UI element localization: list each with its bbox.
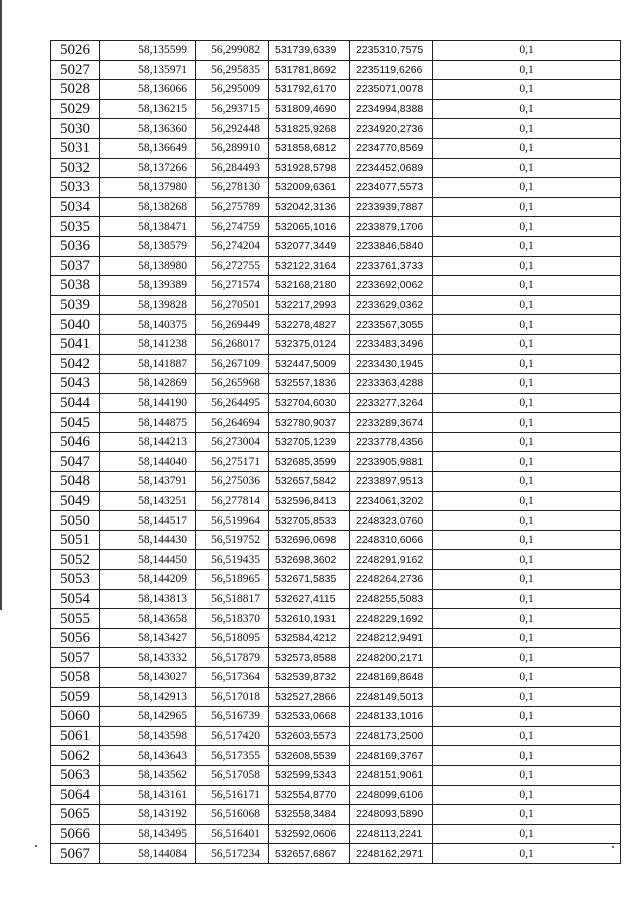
y-coordinate-cell: 2233363,4288 (350, 374, 433, 394)
y-coordinate-cell: 2233277,3264 (350, 393, 433, 413)
y-coordinate-cell: 2248291,9162 (350, 550, 433, 570)
y-coordinate-cell: 2233567,3055 (350, 315, 433, 335)
longitude-cell: 56,517234 (196, 844, 269, 864)
x-coordinate-cell: 532603,5573 (269, 726, 350, 746)
y-coordinate-cell: 2233629,0362 (350, 295, 433, 315)
x-coordinate-cell: 532780,9037 (269, 413, 350, 433)
longitude-cell: 56,284493 (196, 158, 269, 178)
latitude-cell: 58,139828 (100, 295, 196, 315)
x-coordinate-cell: 532685,3599 (269, 452, 350, 472)
latitude-cell: 58,144430 (100, 530, 196, 550)
point-number: 5047 (51, 452, 100, 472)
x-coordinate-cell: 532009,6361 (269, 178, 350, 198)
accuracy-cell: 0,1 (433, 609, 621, 629)
y-coordinate-cell: 2234077,5573 (350, 178, 433, 198)
y-coordinate-cell: 2248169,8648 (350, 668, 433, 688)
point-number: 5044 (51, 393, 100, 413)
table-row (51, 217, 621, 237)
x-coordinate-cell: 532596,8413 (269, 491, 350, 511)
table-row (51, 315, 621, 335)
accuracy-cell: 0,1 (433, 60, 621, 80)
longitude-cell: 56,267109 (196, 354, 269, 374)
longitude-cell: 56,264694 (196, 413, 269, 433)
x-coordinate-cell: 532705,1239 (269, 432, 350, 452)
table-row (51, 354, 621, 374)
point-number: 5063 (51, 765, 100, 785)
table-row (51, 99, 621, 119)
longitude-cell: 56,274759 (196, 217, 269, 237)
latitude-cell: 58,144213 (100, 432, 196, 452)
x-coordinate-cell: 532554,8770 (269, 785, 350, 805)
latitude-cell: 58,138471 (100, 217, 196, 237)
accuracy-cell: 0,1 (433, 765, 621, 785)
longitude-cell: 56,277814 (196, 491, 269, 511)
point-number: 5055 (51, 609, 100, 629)
point-number: 5060 (51, 707, 100, 727)
table-row (51, 374, 621, 394)
table-row (51, 628, 621, 648)
x-coordinate-cell: 531825,9268 (269, 119, 350, 139)
point-number: 5037 (51, 256, 100, 276)
latitude-cell: 58,143427 (100, 628, 196, 648)
x-coordinate-cell: 531792,6170 (269, 80, 350, 100)
y-coordinate-cell: 2248113,2241 (350, 824, 433, 844)
longitude-cell: 56,270501 (196, 295, 269, 315)
longitude-cell: 56,518370 (196, 609, 269, 629)
longitude-cell: 56,272755 (196, 256, 269, 276)
point-number: 5029 (51, 99, 100, 119)
longitude-cell: 56,292448 (196, 119, 269, 139)
longitude-cell: 56,289910 (196, 138, 269, 158)
latitude-cell: 58,143598 (100, 726, 196, 746)
x-coordinate-cell: 532557,1836 (269, 374, 350, 394)
accuracy-cell: 0,1 (433, 413, 621, 433)
accuracy-cell: 0,1 (433, 236, 621, 256)
latitude-cell: 58,141887 (100, 354, 196, 374)
table-row (51, 765, 621, 785)
table-row (51, 648, 621, 668)
longitude-cell: 56,517355 (196, 746, 269, 766)
latitude-cell: 58,136360 (100, 119, 196, 139)
longitude-cell: 56,516401 (196, 824, 269, 844)
longitude-cell: 56,517879 (196, 648, 269, 668)
point-number: 5065 (51, 805, 100, 825)
accuracy-cell: 0,1 (433, 432, 621, 452)
x-coordinate-cell: 532375,0124 (269, 334, 350, 354)
x-coordinate-cell: 532592,0606 (269, 824, 350, 844)
y-coordinate-cell: 2233289,3674 (350, 413, 433, 433)
point-number: 5032 (51, 158, 100, 178)
x-coordinate-cell: 532657,6867 (269, 844, 350, 864)
y-coordinate-cell: 2233897,9513 (350, 472, 433, 492)
longitude-cell: 56,275036 (196, 472, 269, 492)
accuracy-cell: 0,1 (433, 511, 621, 531)
point-number: 5056 (51, 628, 100, 648)
scan-speck (35, 845, 37, 847)
accuracy-cell: 0,1 (433, 628, 621, 648)
accuracy-cell: 0,1 (433, 374, 621, 394)
longitude-cell: 56,517058 (196, 765, 269, 785)
accuracy-cell: 0,1 (433, 570, 621, 590)
point-number: 5026 (51, 41, 100, 61)
y-coordinate-cell: 2233846,5840 (350, 236, 433, 256)
point-number: 5059 (51, 687, 100, 707)
latitude-cell: 58,143027 (100, 668, 196, 688)
y-coordinate-cell: 2233692,0062 (350, 276, 433, 296)
table-row (51, 178, 621, 198)
longitude-cell: 56,275789 (196, 197, 269, 217)
longitude-cell: 56,265968 (196, 374, 269, 394)
latitude-cell: 58,143251 (100, 491, 196, 511)
accuracy-cell: 0,1 (433, 707, 621, 727)
point-number: 5030 (51, 119, 100, 139)
latitude-cell: 58,144190 (100, 393, 196, 413)
table-row (51, 393, 621, 413)
x-coordinate-cell: 532527,2866 (269, 687, 350, 707)
x-coordinate-cell: 532599,5343 (269, 765, 350, 785)
table-row (51, 824, 621, 844)
y-coordinate-cell: 2233761,3733 (350, 256, 433, 276)
longitude-cell: 56,274204 (196, 236, 269, 256)
longitude-cell: 56,273004 (196, 432, 269, 452)
longitude-cell: 56,268017 (196, 334, 269, 354)
latitude-cell: 58,135971 (100, 60, 196, 80)
accuracy-cell: 0,1 (433, 472, 621, 492)
accuracy-cell: 0,1 (433, 844, 621, 864)
x-coordinate-cell: 532698,3602 (269, 550, 350, 570)
latitude-cell: 58,136649 (100, 138, 196, 158)
accuracy-cell: 0,1 (433, 491, 621, 511)
accuracy-cell: 0,1 (433, 589, 621, 609)
accuracy-cell: 0,1 (433, 726, 621, 746)
table-row (51, 158, 621, 178)
table-row (51, 334, 621, 354)
x-coordinate-cell: 532217,2993 (269, 295, 350, 315)
longitude-cell: 56,518965 (196, 570, 269, 590)
longitude-cell: 56,293715 (196, 99, 269, 119)
latitude-cell: 58,141238 (100, 334, 196, 354)
point-number: 5052 (51, 550, 100, 570)
accuracy-cell: 0,1 (433, 530, 621, 550)
point-number: 5034 (51, 197, 100, 217)
latitude-cell: 58,144084 (100, 844, 196, 864)
accuracy-cell: 0,1 (433, 824, 621, 844)
point-number: 5050 (51, 511, 100, 531)
table-row (51, 491, 621, 511)
accuracy-cell: 0,1 (433, 295, 621, 315)
accuracy-cell: 0,1 (433, 805, 621, 825)
point-number: 5031 (51, 138, 100, 158)
accuracy-cell: 0,1 (433, 178, 621, 198)
table-row (51, 256, 621, 276)
table-row (51, 413, 621, 433)
latitude-cell: 58,142965 (100, 707, 196, 727)
latitude-cell: 58,138268 (100, 197, 196, 217)
table-body (51, 41, 621, 864)
latitude-cell: 58,140375 (100, 315, 196, 335)
longitude-cell: 56,519752 (196, 530, 269, 550)
point-number: 5040 (51, 315, 100, 335)
y-coordinate-cell: 2248133,1016 (350, 707, 433, 727)
x-coordinate-cell: 532657,5842 (269, 472, 350, 492)
latitude-cell: 58,138579 (100, 236, 196, 256)
accuracy-cell: 0,1 (433, 99, 621, 119)
y-coordinate-cell: 2248099,6106 (350, 785, 433, 805)
latitude-cell: 58,143192 (100, 805, 196, 825)
table-row (51, 236, 621, 256)
latitude-cell: 58,143658 (100, 609, 196, 629)
accuracy-cell: 0,1 (433, 354, 621, 374)
x-coordinate-cell: 532122,3164 (269, 256, 350, 276)
table-row (51, 197, 621, 217)
x-coordinate-cell: 532168,2180 (269, 276, 350, 296)
coordinates-table (50, 40, 621, 864)
table-row (51, 844, 621, 864)
y-coordinate-cell: 2248212,9491 (350, 628, 433, 648)
point-number: 5046 (51, 432, 100, 452)
longitude-cell: 56,517420 (196, 726, 269, 746)
point-number: 5036 (51, 236, 100, 256)
x-coordinate-cell: 532065,1016 (269, 217, 350, 237)
y-coordinate-cell: 2234770,8569 (350, 138, 433, 158)
table-row (51, 276, 621, 296)
longitude-cell: 56,518817 (196, 589, 269, 609)
point-number: 5054 (51, 589, 100, 609)
point-number: 5045 (51, 413, 100, 433)
x-coordinate-cell: 532705,8533 (269, 511, 350, 531)
y-coordinate-cell: 2248169,3767 (350, 746, 433, 766)
accuracy-cell: 0,1 (433, 256, 621, 276)
point-number: 5043 (51, 374, 100, 394)
point-number: 5049 (51, 491, 100, 511)
accuracy-cell: 0,1 (433, 41, 621, 61)
y-coordinate-cell: 2233778,4356 (350, 432, 433, 452)
accuracy-cell: 0,1 (433, 334, 621, 354)
y-coordinate-cell: 2233483,3496 (350, 334, 433, 354)
table-row (51, 530, 621, 550)
y-coordinate-cell: 2248264,2736 (350, 570, 433, 590)
longitude-cell: 56,264495 (196, 393, 269, 413)
point-number: 5048 (51, 472, 100, 492)
scan-speck (612, 846, 614, 848)
accuracy-cell: 0,1 (433, 119, 621, 139)
x-coordinate-cell: 531809,4690 (269, 99, 350, 119)
x-coordinate-cell: 532533,0668 (269, 707, 350, 727)
x-coordinate-cell: 532278,4827 (269, 315, 350, 335)
x-coordinate-cell: 531781,8692 (269, 60, 350, 80)
point-number: 5038 (51, 276, 100, 296)
point-number: 5041 (51, 334, 100, 354)
point-number: 5027 (51, 60, 100, 80)
longitude-cell: 56,271574 (196, 276, 269, 296)
x-coordinate-cell: 531928,5798 (269, 158, 350, 178)
y-coordinate-cell: 2233879,1706 (350, 217, 433, 237)
longitude-cell: 56,299082 (196, 41, 269, 61)
point-number: 5042 (51, 354, 100, 374)
x-coordinate-cell: 531739,6339 (269, 41, 350, 61)
y-coordinate-cell: 2235119,6266 (350, 60, 433, 80)
latitude-cell: 58,139389 (100, 276, 196, 296)
page-left-edge (0, 0, 2, 610)
accuracy-cell: 0,1 (433, 276, 621, 296)
latitude-cell: 58,143161 (100, 785, 196, 805)
x-coordinate-cell: 532671,5835 (269, 570, 350, 590)
y-coordinate-cell: 2233939,7887 (350, 197, 433, 217)
latitude-cell: 58,142869 (100, 374, 196, 394)
latitude-cell: 58,143495 (100, 824, 196, 844)
x-coordinate-cell: 531858,6812 (269, 138, 350, 158)
table-row (51, 707, 621, 727)
x-coordinate-cell: 532584,4212 (269, 628, 350, 648)
table-row (51, 432, 621, 452)
table-row (51, 668, 621, 688)
longitude-cell: 56,295009 (196, 80, 269, 100)
latitude-cell: 58,136215 (100, 99, 196, 119)
latitude-cell: 58,143813 (100, 589, 196, 609)
point-number: 5033 (51, 178, 100, 198)
y-coordinate-cell: 2234061,3202 (350, 491, 433, 511)
x-coordinate-cell: 532558,3484 (269, 805, 350, 825)
latitude-cell: 58,143791 (100, 472, 196, 492)
accuracy-cell: 0,1 (433, 648, 621, 668)
y-coordinate-cell: 2248149,5013 (350, 687, 433, 707)
longitude-cell: 56,516068 (196, 805, 269, 825)
point-number: 5028 (51, 80, 100, 100)
table-row (51, 805, 621, 825)
latitude-cell: 58,136066 (100, 80, 196, 100)
y-coordinate-cell: 2233905,9881 (350, 452, 433, 472)
table-row (51, 138, 621, 158)
y-coordinate-cell: 2248229,1692 (350, 609, 433, 629)
accuracy-cell: 0,1 (433, 393, 621, 413)
x-coordinate-cell: 532608,5539 (269, 746, 350, 766)
x-coordinate-cell: 532447,5009 (269, 354, 350, 374)
longitude-cell: 56,517018 (196, 687, 269, 707)
point-number: 5053 (51, 570, 100, 590)
point-number: 5058 (51, 668, 100, 688)
longitude-cell: 56,278130 (196, 178, 269, 198)
table-row (51, 295, 621, 315)
table-row (51, 452, 621, 472)
accuracy-cell: 0,1 (433, 80, 621, 100)
point-number: 5066 (51, 824, 100, 844)
y-coordinate-cell: 2248200,2171 (350, 648, 433, 668)
point-number: 5035 (51, 217, 100, 237)
x-coordinate-cell: 532042,3136 (269, 197, 350, 217)
point-number: 5067 (51, 844, 100, 864)
point-number: 5062 (51, 746, 100, 766)
y-coordinate-cell: 2234994,8388 (350, 99, 433, 119)
point-number: 5064 (51, 785, 100, 805)
table-row (51, 550, 621, 570)
latitude-cell: 58,143332 (100, 648, 196, 668)
table-row (51, 785, 621, 805)
table-row (51, 41, 621, 61)
table-row (51, 609, 621, 629)
longitude-cell: 56,518095 (196, 628, 269, 648)
longitude-cell: 56,519964 (196, 511, 269, 531)
y-coordinate-cell: 2248151,9061 (350, 765, 433, 785)
accuracy-cell: 0,1 (433, 197, 621, 217)
y-coordinate-cell: 2248323,0760 (350, 511, 433, 531)
longitude-cell: 56,295835 (196, 60, 269, 80)
point-number: 5061 (51, 726, 100, 746)
y-coordinate-cell: 2248162,2971 (350, 844, 433, 864)
latitude-cell: 58,143562 (100, 765, 196, 785)
latitude-cell: 58,138980 (100, 256, 196, 276)
table-row (51, 60, 621, 80)
y-coordinate-cell: 2235071,0078 (350, 80, 433, 100)
latitude-cell: 58,144517 (100, 511, 196, 531)
y-coordinate-cell: 2248093,5890 (350, 805, 433, 825)
latitude-cell: 58,144209 (100, 570, 196, 590)
accuracy-cell: 0,1 (433, 746, 621, 766)
latitude-cell: 58,137266 (100, 158, 196, 178)
table-row (51, 119, 621, 139)
x-coordinate-cell: 532627,4115 (269, 589, 350, 609)
x-coordinate-cell: 532696,0698 (269, 530, 350, 550)
point-number: 5039 (51, 295, 100, 315)
longitude-cell: 56,516739 (196, 707, 269, 727)
x-coordinate-cell: 532077,3449 (269, 236, 350, 256)
table-row (51, 570, 621, 590)
point-number: 5057 (51, 648, 100, 668)
y-coordinate-cell: 2235310,7575 (350, 41, 433, 61)
accuracy-cell: 0,1 (433, 687, 621, 707)
latitude-cell: 58,142913 (100, 687, 196, 707)
table-row (51, 472, 621, 492)
accuracy-cell: 0,1 (433, 138, 621, 158)
y-coordinate-cell: 2248310,6066 (350, 530, 433, 550)
accuracy-cell: 0,1 (433, 550, 621, 570)
table-row (51, 80, 621, 100)
longitude-cell: 56,519435 (196, 550, 269, 570)
y-coordinate-cell: 2248255,5083 (350, 589, 433, 609)
point-number: 5051 (51, 530, 100, 550)
accuracy-cell: 0,1 (433, 315, 621, 335)
longitude-cell: 56,517364 (196, 668, 269, 688)
accuracy-cell: 0,1 (433, 452, 621, 472)
latitude-cell: 58,135599 (100, 41, 196, 61)
accuracy-cell: 0,1 (433, 158, 621, 178)
x-coordinate-cell: 532610,1931 (269, 609, 350, 629)
latitude-cell: 58,144875 (100, 413, 196, 433)
latitude-cell: 58,137980 (100, 178, 196, 198)
latitude-cell: 58,143643 (100, 746, 196, 766)
latitude-cell: 58,144450 (100, 550, 196, 570)
accuracy-cell: 0,1 (433, 785, 621, 805)
y-coordinate-cell: 2234452,0689 (350, 158, 433, 178)
table-row (51, 589, 621, 609)
longitude-cell: 56,275171 (196, 452, 269, 472)
y-coordinate-cell: 2248173,2500 (350, 726, 433, 746)
x-coordinate-cell: 532573,8588 (269, 648, 350, 668)
latitude-cell: 58,144040 (100, 452, 196, 472)
longitude-cell: 56,516171 (196, 785, 269, 805)
x-coordinate-cell: 532704,6030 (269, 393, 350, 413)
table-row (51, 687, 621, 707)
y-coordinate-cell: 2233430,1945 (350, 354, 433, 374)
accuracy-cell: 0,1 (433, 217, 621, 237)
table-row (51, 726, 621, 746)
x-coordinate-cell: 532539,8732 (269, 668, 350, 688)
y-coordinate-cell: 2234920,2736 (350, 119, 433, 139)
longitude-cell: 56,269449 (196, 315, 269, 335)
accuracy-cell: 0,1 (433, 668, 621, 688)
table-row (51, 511, 621, 531)
table-row (51, 746, 621, 766)
